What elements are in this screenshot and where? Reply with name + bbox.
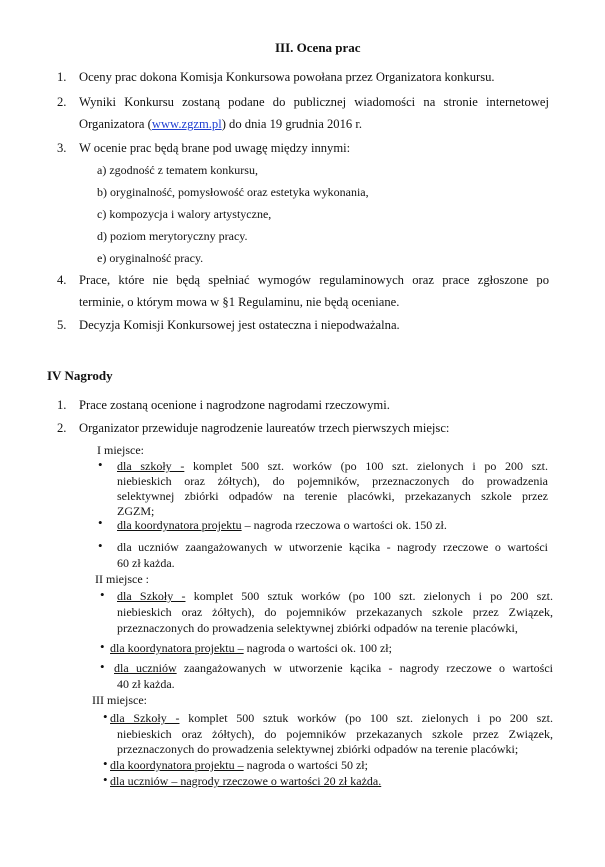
list-item-text: Oceny prac dokona Komisja Konkursowa powołana przez Organizatora konkursu. [79, 70, 495, 84]
prize-students: dla uczniów – nagrody rzeczowe o wartości 20 zł każda. [110, 774, 382, 788]
prize-text-line: ZGZM; [117, 504, 155, 518]
list-item-text-line2: terminie, o którym mowa w §1 Regulaminu, nie będą oceniane. [79, 295, 400, 309]
list-number: 1. [57, 70, 67, 84]
prize-recipient: dla koordynatora projektu [117, 518, 242, 532]
prize-students-line1: dla uczniów zaangażowanych w utworzenie kącika - nagrody rzeczowe o wartości [117, 540, 548, 554]
prize-recipient: dla koordynatora projektu – [110, 641, 244, 655]
list-number: 2. [57, 421, 67, 435]
bullet-icon: • [103, 772, 108, 787]
text-segment: – nagroda rzeczowa o wartości ok. 150 zł. [241, 518, 447, 532]
prize-text-line: niebieskich oraz żółtych), do pojemników, przeznaczonych do prowadzenia [117, 474, 548, 488]
list-item-text: Wyniki Konkursu zostaną podane do publicznej wiadomości na stronie internetowej [79, 95, 549, 109]
text-segment: nagroda o wartości 50 zł; [243, 758, 368, 772]
prize-students-line1 [114, 661, 553, 676]
place-3-label: III miejsce: [92, 693, 147, 707]
prize-school-line1 [117, 459, 548, 474]
place-1-label: I miejsce: [97, 443, 144, 457]
list-item-text: W ocenie prac będą brane pod uwagę między innymi: [79, 141, 351, 155]
prize-text-line: selektywnej zbiórki odpadów na terenie placówki, przekazanych szkole przez [117, 489, 548, 503]
text-segment: ) do dnia 19 grudnia 2016 r. [221, 117, 362, 131]
list-number: 4. [57, 273, 67, 287]
text-segment: nagroda o wartości ok. 100 zł; [243, 641, 392, 655]
list-item-text: Prace, które nie będą spełniać wymogów regulaminowych oraz prace zgłoszone po [79, 273, 549, 287]
list-number: 2. [57, 95, 67, 109]
bullet-icon: • [98, 457, 103, 472]
criterion-item: c) kompozycja i walory artystyczne, [97, 207, 272, 221]
criterion-item: b) oryginalność, pomysłowość oraz estetyka wykonania, [97, 185, 369, 199]
prize-school-line1 [110, 711, 553, 726]
prize-coordinator [117, 518, 447, 533]
bullet-icon: • [103, 756, 108, 771]
bullet-icon: • [100, 659, 105, 674]
text-segment: komplet 500 sztuk worków (po 100 szt. zielonych i po 200 szt. [179, 711, 554, 725]
list-item-text: Decyzja Komisji Konkursowej jest ostateczna i niepodważalna. [79, 318, 400, 332]
prize-coordinator [110, 641, 392, 656]
criterion-item: e) oryginalność pracy. [97, 251, 204, 265]
prize-text-line: niebieskich oraz żółtych), do pojemników przekazanych szkole przez Związek, [117, 727, 553, 741]
section-3-heading: III. Ocena prac [275, 40, 361, 55]
prize-text-line: przeznaczonych do prowadzenia selektywnej zbiórki odpadów na terenie placówki, [117, 621, 518, 635]
prize-recipient: dla Szkoły - [110, 711, 180, 725]
list-number: 5. [57, 318, 67, 332]
section-4-heading: IV Nagrody [47, 368, 113, 383]
list-item-text: Organizator przewiduje nagrodzenie laureatów trzech pierwszych miejsc: [79, 421, 450, 435]
prize-text-line: 60 zł każda. [117, 556, 175, 570]
prize-coordinator [110, 758, 368, 773]
bullet-icon: • [100, 639, 105, 654]
list-item-text: Prace zostaną ocenione i nagrodzone nagrodami rzeczowymi. [79, 398, 390, 412]
prize-text-line: 40 zł każda. [117, 677, 175, 691]
text-segment: komplet 500 sztuk worków (po 100 szt. zielonych i po 200 szt. [185, 589, 554, 603]
list-number: 1. [57, 398, 67, 412]
prize-recipient: dla Szkoły - [117, 589, 186, 603]
text-segment: Organizatora ( [79, 117, 152, 131]
list-item-text-line2 [79, 117, 362, 132]
website-link[interactable]: www.zgzm.pl [151, 117, 222, 131]
prize-recipient: dla szkoły - [117, 459, 185, 473]
place-2-label: II miejsce : [95, 572, 149, 586]
prize-text-line: przeznaczonych do prowadzenia selektywnej zbiórki odpadów na terenie placówki; [117, 742, 519, 756]
criterion-item: d) poziom merytoryczny pracy. [97, 229, 248, 243]
list-number: 3. [57, 141, 67, 155]
bullet-icon: • [98, 515, 103, 530]
criterion-item: a) zgodność z tematem konkursu, [97, 163, 258, 177]
prize-recipient: dla uczniów [114, 661, 177, 675]
prize-recipient: dla koordynatora projektu – [110, 758, 244, 772]
bullet-icon: • [98, 538, 103, 553]
prize-text-line: niebieskich oraz żółtych), do pojemników przekazanych szkole przez Związek, [117, 605, 553, 619]
prize-school-line1 [117, 589, 553, 604]
bullet-icon: • [100, 587, 105, 602]
text-segment: zaangażowanych w utworzenie kącika - nagrody rzeczowe o wartości [176, 661, 554, 675]
bullet-icon: • [103, 709, 108, 724]
text-segment: komplet 500 szt. worków (po 100 szt. zielonych i po 200 szt. [184, 459, 548, 473]
